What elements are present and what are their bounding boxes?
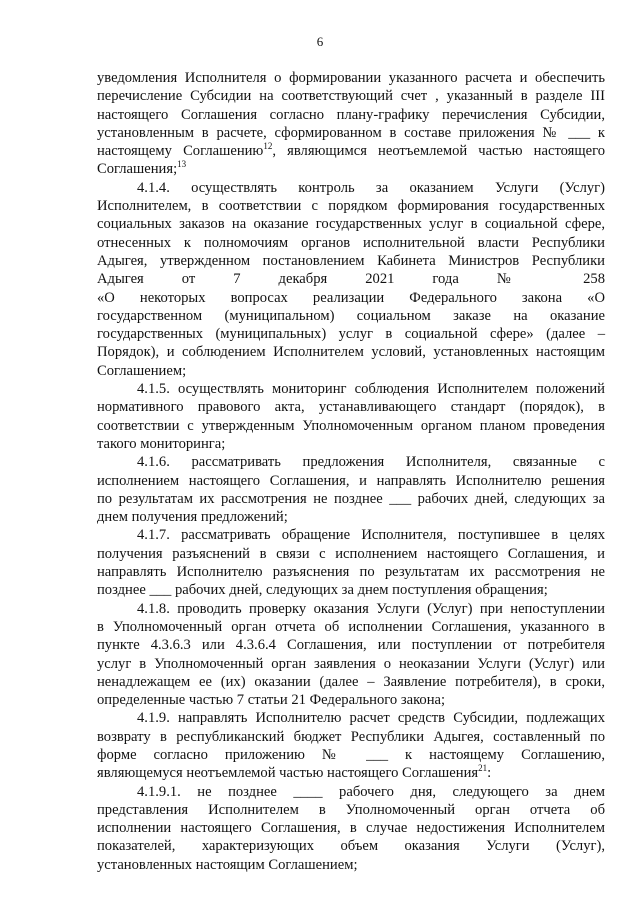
text-line [97, 526, 605, 544]
text-line [97, 508, 605, 526]
line-text: определенные частью 7 статьи 21 Федерального закона; [97, 692, 446, 709]
line-text: позднее ___ рабочих дней, следующих за днем поступления обращения; [97, 582, 548, 599]
paragraph [97, 69, 605, 179]
line-text: установленных настоящим Соглашением; [97, 856, 358, 873]
text-line [97, 819, 605, 837]
text-line [97, 270, 605, 288]
text-line [97, 69, 605, 87]
text-line [97, 673, 605, 691]
line-text: направлять Исполнителю разъяснения по результатам их рассмотрения не [97, 564, 605, 581]
line-text: государственных (муниципальных) услуг в социальной сфере» (далее – [97, 326, 605, 343]
text-line [97, 563, 605, 581]
text-line [97, 545, 605, 563]
line-text: Адыгея от 7 декабря 2021 года № 258 [97, 271, 605, 288]
line-text: отнесенных к полномочиям органов исполнительной власти Республики [97, 234, 605, 251]
line-text-after-footnote: : [487, 765, 492, 782]
line-text: уведомления Исполнителя о формировании указанного расчета и обеспечить [97, 70, 605, 86]
line-text: днем получения предложений; [97, 509, 288, 526]
footnote-marker: 21 [478, 763, 488, 774]
text-line [97, 289, 605, 307]
text-line [97, 453, 605, 471]
text-line [97, 764, 605, 782]
text-line [97, 234, 605, 252]
text-line [97, 472, 605, 490]
line-text: 4.1.9. направлять Исполнителю расчет средств Субсидии, подлежащих [137, 710, 605, 727]
line-text: государственном (муниципальном) социальном заказе на оказание [97, 307, 605, 324]
text-line [97, 142, 605, 160]
page-number: 6 [316, 34, 324, 49]
text-line [97, 728, 605, 746]
line-text: Исполнителем, в соответствии с порядком формирования государственных [97, 198, 605, 215]
text-line [97, 87, 605, 105]
text-line [97, 490, 605, 508]
text-line [97, 380, 605, 398]
text-line [97, 856, 605, 874]
text-line [97, 325, 605, 343]
text-line [97, 837, 605, 855]
line-text: Адыгея, утвержденном постановлением Кабинета Министров Республики [97, 252, 605, 269]
line-text: пункте 4.3.6.3 или 4.3.6.4 Соглашения, или поступлении от потребителя [97, 637, 605, 654]
line-text: социальных заказов на оказание государственных услуг в социальной сфере, [97, 216, 605, 233]
text-line [97, 746, 605, 764]
paragraph [97, 600, 605, 710]
line-text: 4.1.6. рассматривать предложения Исполнителя, связанные с [137, 454, 605, 471]
paragraph [97, 453, 605, 526]
text-line [97, 636, 605, 654]
line-text: получения разъяснений в связи с исполнением настоящего Соглашения, и [97, 545, 605, 562]
line-text: в Уполномоченный орган отчета об исполнении Соглашения, указанного в [97, 618, 605, 635]
paragraph [97, 709, 605, 782]
line-text: являющемуся неотъемлемой частью настоящего Соглашения [97, 765, 479, 782]
text-line [97, 398, 605, 416]
paragraph [97, 179, 605, 380]
line-text: «О некоторых вопросах реализации Федерального закона «О [97, 289, 605, 306]
text-line [97, 124, 605, 142]
text-line [97, 179, 605, 197]
line-text: ненадлежащем ее (их) оказании (далее – Заявление потребителя), в сроки, [97, 673, 605, 690]
line-text: по результатам их рассмотрения не позднее ___ рабочих дней, следующих за [97, 490, 605, 507]
text-line [97, 801, 605, 819]
text-line [97, 215, 605, 233]
text-line [97, 600, 605, 618]
line-text: 4.1.5. осуществлять мониторинг соблюдения Исполнителем положений [137, 381, 605, 398]
text-line [97, 691, 605, 709]
line-text: установленным в расчете, сформированном в составе приложения № ___ к [97, 124, 605, 141]
text-line [97, 709, 605, 727]
text-line [97, 417, 605, 435]
line-text: 4.1.7. рассматривать обращение Исполнителя, поступившее в целях [137, 527, 605, 544]
line-text: Порядок), и соблюдением Исполнителем условий, установленных настоящим [97, 344, 605, 361]
line-text: представления Исполнителем в Уполномоченный орган отчета об [97, 801, 605, 818]
line-text: Соглашением; [97, 362, 187, 379]
line-text: возврату в республиканский бюджет Республики Адыгея, составленный по [97, 728, 605, 745]
line-text: Соглашения; [97, 161, 178, 178]
line-text: перечисление Субсидии на соответствующий счет , указанный в разделе III [97, 88, 605, 105]
text-line [97, 362, 605, 380]
line-text: нормативного правового акта, устанавливающего стандарт (порядок), в [97, 399, 605, 416]
paragraph [97, 380, 605, 453]
text-line [97, 160, 605, 178]
footnote-marker: 12 [263, 141, 273, 152]
paragraph [97, 526, 605, 599]
text-line [97, 783, 605, 801]
line-text: услуг в Уполномоченный орган заявления о неоказании Услуги (Услуг) или [97, 655, 605, 672]
text-line [97, 307, 605, 325]
text-line [97, 197, 605, 215]
line-text: исполнении настоящего Соглашения, в случае недостижения Исполнителем [97, 820, 605, 837]
footnote-marker: 13 [177, 159, 187, 170]
line-text-after-footnote: , являющимся неотъемлемой частью настоящего [272, 143, 605, 160]
line-text: форме согласно приложению № ___ к настоящему Соглашению, [97, 746, 605, 763]
line-text: настоящего Соглашения согласно плану-графику перечисления Субсидии, [97, 106, 605, 123]
line-text: 4.1.9.1. не позднее ____ рабочего дня, следующего за днем [137, 783, 605, 800]
document-body [97, 69, 605, 874]
line-text: 4.1.8. проводить проверку оказания Услуги (Услуг) при непоступлении [137, 600, 605, 617]
line-text: такого мониторинга; [97, 435, 226, 452]
line-text: соответствии с утвержденным Уполномоченным органом планом проведения [97, 417, 605, 434]
text-line [97, 252, 605, 270]
text-line [97, 581, 605, 599]
text-line [97, 106, 605, 124]
text-line [97, 343, 605, 361]
line-text: настоящему Соглашению [97, 143, 264, 160]
paragraph [97, 783, 605, 874]
line-text: показателей, характеризующих объем оказания Услуги (Услуг), [97, 838, 605, 855]
text-line [97, 618, 605, 636]
text-line [97, 655, 605, 673]
line-text: исполнением настоящего Соглашения, и направлять Исполнителю решения [97, 472, 605, 489]
line-text: 4.1.4. осуществлять контроль за оказанием Услуги (Услуг) [137, 179, 605, 196]
text-line [97, 435, 605, 453]
